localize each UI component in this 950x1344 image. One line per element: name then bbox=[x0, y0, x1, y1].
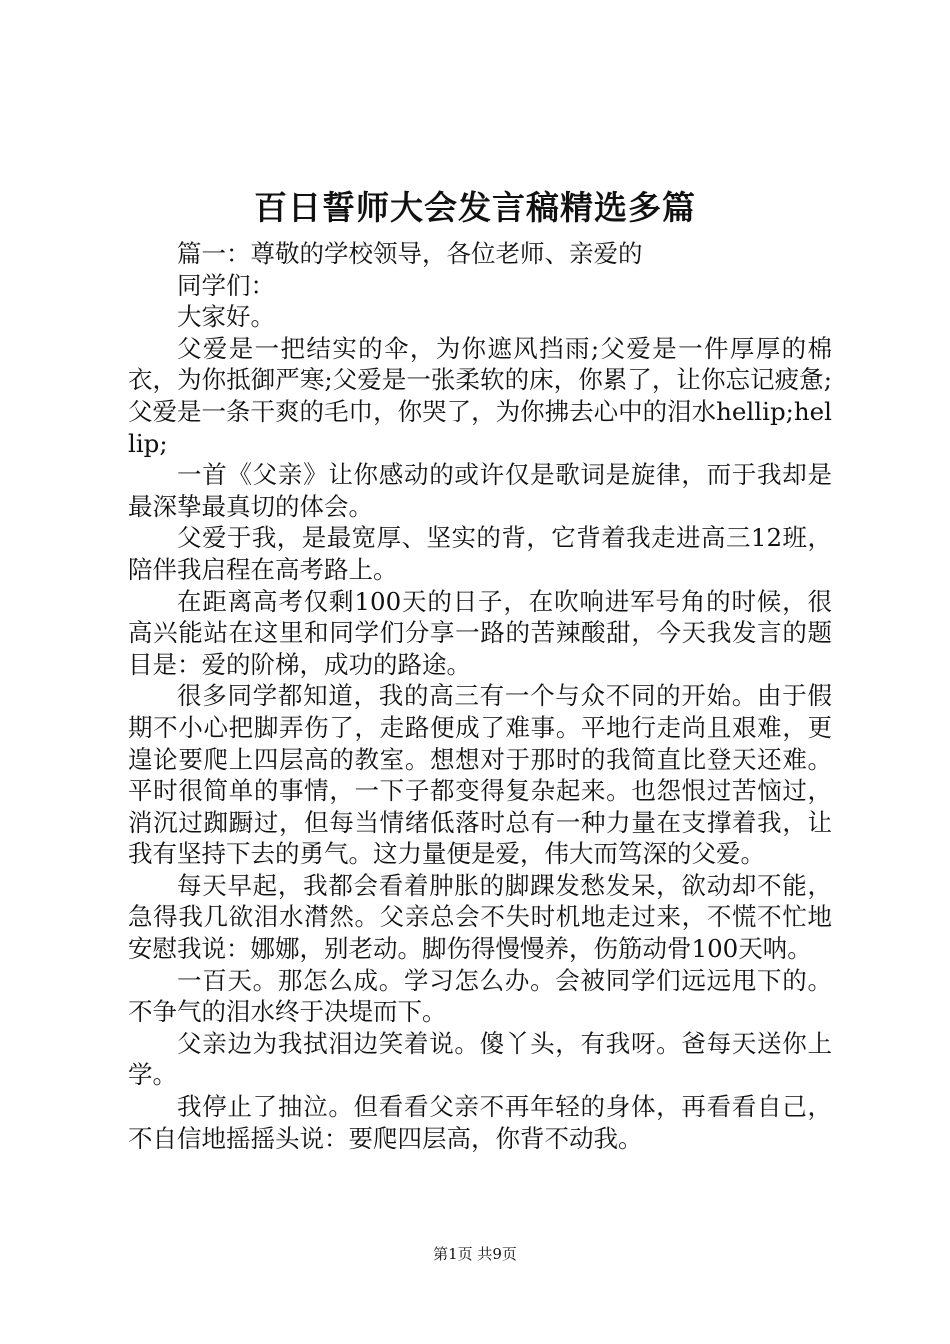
paragraph: 父爱是一把结实的伞，为你遮风挡雨;父爱是一件厚厚的棉衣，为你抵御严寒;父爱是一张柔软的床，你累了，让你忘记疲惫;父爱是一条干爽的毛巾，你哭了，为你拂去心中的泪水hellip;hellip; bbox=[128, 333, 832, 458]
paragraph: 在距离高考仅剩100天的日子，在吹响进军号角的时候，很高兴能站在这里和同学们分享一路的苦辣酸甜，今天我发言的题目是：爱的阶梯，成功的路途。 bbox=[128, 586, 832, 679]
paragraph: 一首《父亲》让你感动的或许仅是歌词是旋律，而于我却是最深挚最真切的体会。 bbox=[128, 460, 832, 521]
paragraph: 我停止了抽泣。但看看父亲不再年轻的身体，再看看自己，不自信地摇摇头说：要爬四层高，你背不动我。 bbox=[128, 1092, 832, 1153]
paragraph: 一百天。那怎么成。学习怎么办。会被同学们远远甩下的。不争气的泪水终于决堤而下。 bbox=[128, 965, 832, 1027]
paragraph: 同学们： bbox=[177, 270, 275, 300]
paragraph: 篇一：尊敬的学校领导，各位老师、亲爱的 bbox=[177, 239, 643, 268]
document-body bbox=[128, 238, 832, 1154]
paragraph: 每天早起，我都会看着肿胀的脚踝发愁发呆，欲动却不能，急得我几欲泪水潸然。父亲总会不失时机地走过来，不慌不忙地安慰我说：娜娜，别老动。脚伤得慢慢养，伤筋动骨100天呐。 bbox=[128, 870, 832, 964]
paragraph: 大家好。 bbox=[177, 302, 275, 332]
paragraph: 父爱于我，是最宽厚、坚实的背，它背着我走进高三12班，陪伴我启程在高考路上。 bbox=[128, 523, 832, 584]
paragraph: 很多同学都知道，我的高三有一个与众不同的开始。由于假期不小心把脚弄伤了，走路便成了难事。平地行走尚且艰难，更遑论要爬上四层高的教室。想想对于那时的我简直比登天还难。平时很简单的事情，一下子都变得复杂起来。也怨恨过苦恼过，消沉过踟蹰过，但每当情绪低落时总有一种力量在支撑着我，让我有坚持下去的勇气。这力量便是爱，伟大而笃深的父爱。 bbox=[128, 681, 832, 869]
document-title: 百日誓师大会发言稿精选多篇 bbox=[254, 188, 696, 227]
paragraph: 父亲边为我拭泪边笑着说。傻丫头，有我呀。爸每天送你上学。 bbox=[128, 1028, 832, 1090]
page-footer: 第1页 共9页 bbox=[433, 1245, 517, 1263]
